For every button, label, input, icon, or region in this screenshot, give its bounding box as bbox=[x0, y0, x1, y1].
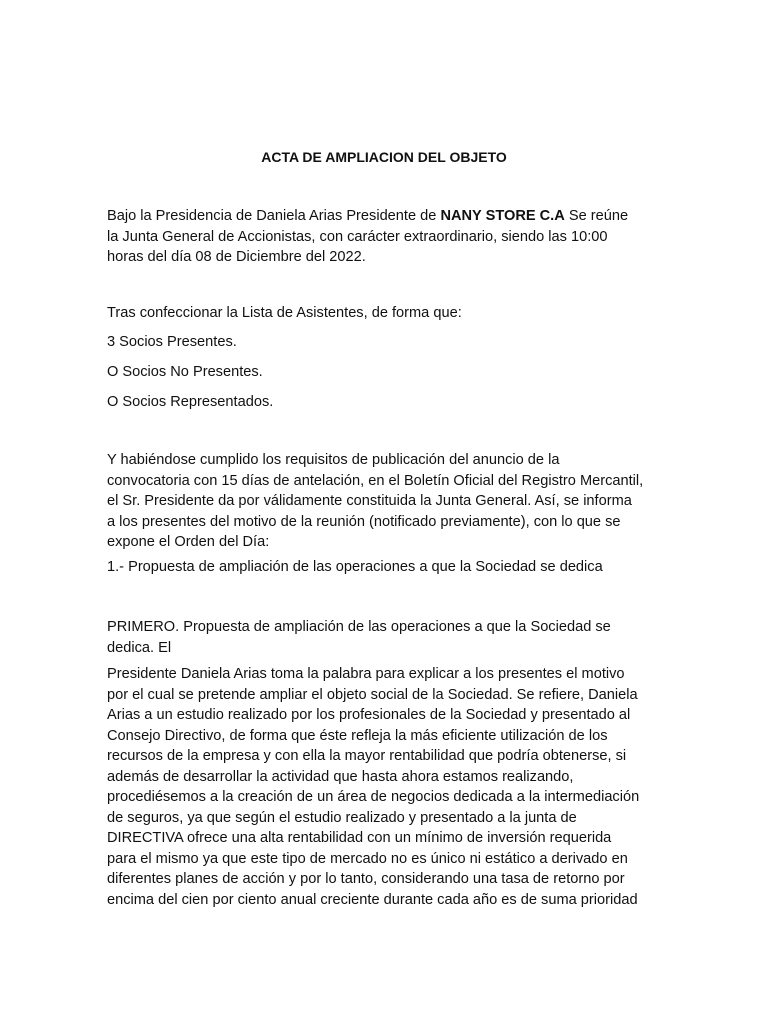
list-item: O Socios No Presentes. bbox=[107, 364, 263, 380]
president-statement-paragraph bbox=[107, 664, 667, 910]
company-name: NANY STORE C.A bbox=[440, 208, 565, 224]
paragraph-line: 1.- Propuesta de ampliación de las operaciones a que la Sociedad se dedica bbox=[107, 559, 603, 575]
paragraph-line: procediésemos a la creación de un área de negocios dedicada a la intermediación bbox=[107, 789, 640, 805]
paragraph-line: la Junta General de Accionistas, con carácter extraordinario, siendo las 10:00 bbox=[107, 228, 608, 245]
presidency-paragraph bbox=[107, 206, 667, 268]
paragraph-line: además de desarrollar la actividad que hasta ahora estamos realizando, bbox=[107, 768, 574, 785]
paragraph-line: dedica. El bbox=[107, 639, 172, 656]
attendees-intro bbox=[107, 303, 667, 324]
paragraph-line: convocatoria con 15 días de antelación, en el Boletín Oficial del Registro Mercantil, bbox=[107, 472, 644, 489]
convocation-paragraph bbox=[107, 450, 667, 553]
attendance-absent bbox=[107, 362, 667, 383]
first-point-heading bbox=[107, 617, 667, 658]
paragraph-line: DIRECTIVA ofrece una alta rentabilidad con un mínimo de inversión requerida bbox=[107, 830, 612, 846]
attendance-present bbox=[107, 332, 667, 353]
list-item: O Socios Representados. bbox=[107, 394, 274, 410]
paragraph-line: diferentes planes de acción y por lo tanto, considerando una tasa de retorno por bbox=[107, 871, 625, 887]
paragraph-line: horas del día 08 de Diciembre del 2022. bbox=[107, 249, 366, 265]
paragraph-line: Y habiéndose cumplido los requisitos de publicación del anuncio de la bbox=[107, 452, 560, 468]
text-run: Se reúne bbox=[564, 208, 629, 224]
paragraph-line: encima del cien por ciento anual creciente durante cada año es de suma prioridad bbox=[107, 891, 638, 908]
list-item: 3 Socios Presentes. bbox=[107, 334, 237, 350]
paragraph-line: por el cual se pretende ampliar el objeto social de la Sociedad. Se refiere, Daniela bbox=[107, 686, 638, 703]
paragraph-line: Arias a un estudio realizado por los profesionales de la Sociedad y presentado al bbox=[107, 707, 631, 723]
paragraph-line: a los presentes del motivo de la reunión (notificado previamente), con lo que se bbox=[107, 513, 621, 530]
attendance-represented bbox=[107, 392, 667, 413]
paragraph-line: el Sr. Presidente da por válidamente constituida la Junta General. Así, se informa bbox=[107, 493, 632, 509]
paragraph-line: PRIMERO. Propuesta de ampliación de las operaciones a que la Sociedad se bbox=[107, 619, 611, 635]
paragraph-line: de seguros, ya que según el estudio realizado y presentado a la junta de bbox=[107, 809, 577, 826]
paragraph-line bbox=[107, 206, 667, 227]
text-run: Bajo la Presidencia de Daniela Arias Presidente de bbox=[107, 208, 441, 224]
paragraph-line: para el mismo ya que este tipo de mercado no es único ni estático a derivado en bbox=[107, 850, 628, 867]
agenda-item bbox=[107, 557, 667, 578]
document-title: ACTA DE AMPLIACION DEL OBJETO bbox=[261, 149, 507, 165]
paragraph-line: Tras confeccionar la Lista de Asistentes, de forma que: bbox=[107, 305, 462, 321]
paragraph-line: recursos de la empresa y con ella la mayor rentabilidad que podría obtenerse, si bbox=[107, 748, 627, 764]
paragraph-line: Consejo Directivo, de forma que éste refleja la más eficiente utilización de los bbox=[107, 727, 608, 744]
paragraph-line: Presidente Daniela Arias toma la palabra para explicar a los presentes el motivo bbox=[107, 666, 625, 682]
paragraph-line: expone el Orden del Día: bbox=[107, 534, 270, 550]
